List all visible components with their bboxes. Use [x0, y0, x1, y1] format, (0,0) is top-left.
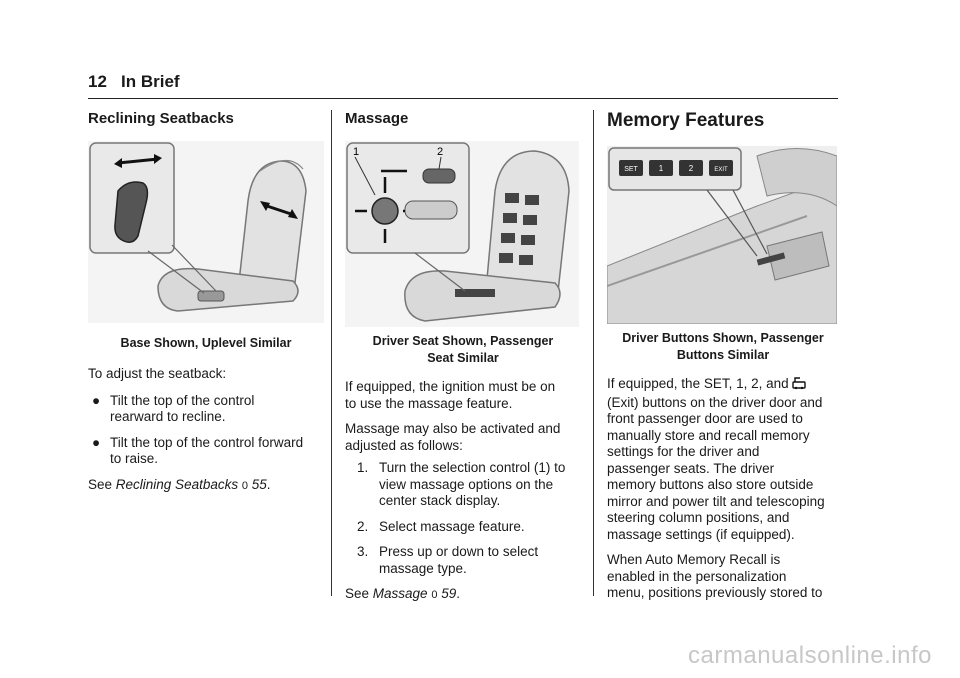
- bullet-text: to raise.: [110, 451, 159, 466]
- page-ref-arrow: 0: [241, 479, 248, 492]
- heading-memory-features: Memory Features: [607, 110, 765, 131]
- watermark: carmanualsonline.info: [688, 642, 932, 669]
- page-ref-arrow: 0: [431, 589, 438, 601]
- column-divider-2: [593, 110, 594, 596]
- page-header: [88, 72, 838, 100]
- bullet-raise: [88, 435, 324, 468]
- step-3: 3. Press up or down to select massage type.: [357, 544, 539, 576]
- memory-1-button-label: 1: [658, 164, 664, 173]
- see-reference: See Massage 0 59.: [345, 586, 461, 601]
- paragraph-adjust: Massage may also be activated and adjusted as follows:: [345, 421, 561, 453]
- page-number: 12: [88, 72, 107, 91]
- seatback-illustration: [88, 141, 324, 323]
- section-title: In Brief: [121, 72, 180, 91]
- figure-caption-line-2: Buttons Similar: [676, 348, 770, 362]
- see-reference: See Reclining Seatbacks 0 55.: [88, 476, 271, 492]
- exit-button-label: EXIT: [714, 167, 728, 173]
- set-button-label: SET: [624, 166, 638, 173]
- header-rule: [88, 98, 838, 99]
- memory-2-button-label: 2: [688, 164, 694, 173]
- reclining-seatbacks-link[interactable]: Reclining Seatbacks: [115, 476, 239, 492]
- intro-text: To adjust the seatback:: [88, 366, 227, 381]
- massage-link[interactable]: Massage: [372, 586, 428, 601]
- paragraph-auto-memory: When Auto Memory Recall is enabled in the personalization menu, positions previously stored to: [607, 552, 823, 600]
- figure-caption-line-1: Driver Buttons Shown, Passenger: [622, 331, 824, 345]
- figure-caption-line-2: Seat Similar: [427, 351, 499, 365]
- callout-1: 1: [353, 146, 360, 158]
- step-2: 2. Select massage feature.: [357, 518, 525, 534]
- figure-caption-line-1: Driver Seat Shown, Passenger: [372, 334, 554, 348]
- page-ref[interactable]: 59: [441, 586, 457, 601]
- bullet-text: Tilt the top of the control: [110, 392, 255, 408]
- callout-2: 2: [437, 146, 444, 158]
- page-ref[interactable]: 55: [251, 476, 267, 492]
- column-massage: [345, 110, 581, 604]
- bullet-text: rearward to recline.: [110, 409, 226, 424]
- heading-massage: Massage: [345, 110, 409, 127]
- bullet-mark: ●: [92, 434, 101, 450]
- column-memory-features: [607, 110, 839, 602]
- column-reclining-seatbacks: [88, 110, 324, 494]
- column-divider-1: [331, 110, 332, 596]
- step-1: 1. Turn the selection control (1) to view massage options on the center stack display.: [357, 460, 566, 508]
- exit-button-icon: [792, 376, 806, 395]
- bullet-recline: [88, 393, 324, 426]
- paragraph-memory-buttons: If equipped, the SET, 1, 2, and (Exit) buttons on the driver door and front passenger door are used to manually store and recall memory settings for the driver and passenger seats. The driver memory buttons also store outside mirror and power tilt and telescoping steering column positions, and massage settings (if equipped).: [607, 376, 825, 542]
- bullet-text: Tilt the top of the control forward: [110, 434, 304, 450]
- memory-buttons-illustration: [607, 146, 837, 324]
- heading-reclining-seatbacks: Reclining Seatbacks: [88, 110, 234, 127]
- massage-illustration: [345, 141, 579, 327]
- paragraph-ignition: If equipped, the ignition must be on to use the massage feature.: [345, 379, 556, 411]
- bullet-mark: ●: [92, 392, 101, 408]
- figure-caption: Base Shown, Uplevel Similar: [120, 336, 292, 350]
